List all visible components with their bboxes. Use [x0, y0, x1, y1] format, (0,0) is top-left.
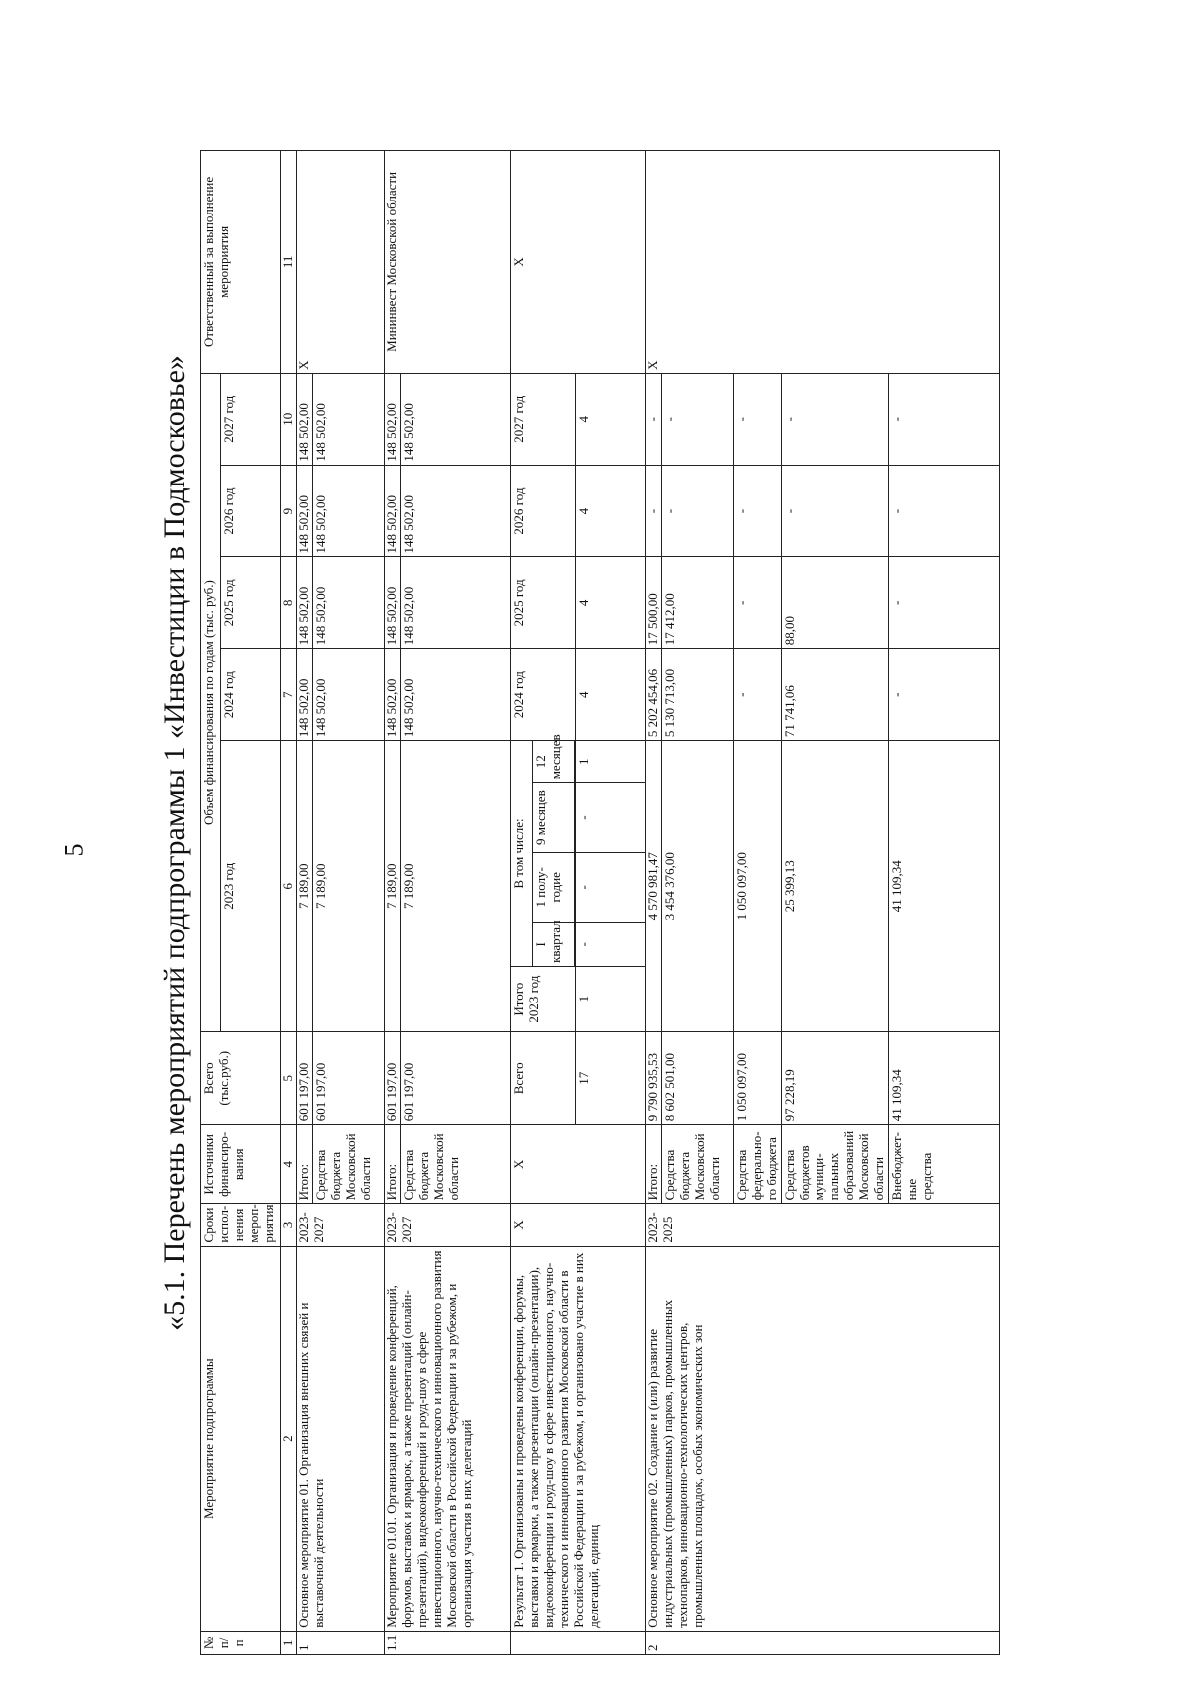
result-2025-label: 2025 год [510, 557, 575, 649]
row2-itogo-2024: 5 202 454,06 [645, 649, 661, 741]
row2-federal-2025: - [733, 557, 781, 649]
row1-itogo-2023: 7 189,00 [296, 741, 312, 1032]
row11-itogo-2025: 148 502,00 [384, 557, 400, 649]
result-incl-label: В том числе: [510, 741, 532, 967]
row11-itogo-label: Итого: [384, 1125, 400, 1204]
row11-itogo-2027: 148 502,00 [384, 373, 400, 465]
row1-num: 1 [296, 1631, 384, 1654]
row2-municipal-2027: - [781, 373, 889, 465]
result-2027-label: 2027 год [510, 373, 575, 465]
result-responsible: X [510, 151, 645, 374]
row1-itogo-2026: 148 502,00 [296, 465, 312, 557]
row11-itogo-2026: 148 502,00 [384, 465, 400, 557]
row2-offbudget-2025: - [889, 557, 1000, 649]
header-measure: Мероприятие подпрограммы [201, 1246, 281, 1631]
row2-municipal-2025: 88,00 [781, 557, 889, 649]
row2-municipal-total: 97 228,19 [781, 1032, 889, 1125]
result-itogo-label: Итого 2023 год [510, 966, 575, 1031]
row2-offbudget-2026: - [889, 465, 1000, 557]
row11-responsible: Мининвест Московской области [384, 151, 510, 374]
row2-measure: Основное мероприятие 02. Создание и (или) развитие индустриальных (промышленных) парков, промышленных технопарков, инновационно-технологических центров, промышленных площадок, особых экономических зон [645, 1246, 999, 1631]
row2-itogo-2023: 4 570 981,47 [645, 741, 661, 1032]
result-2026-label: 2026 год [510, 465, 575, 557]
row1-budget-2025: 148 502,00 [312, 557, 384, 649]
result-h1-label: 1 полу-годие [532, 852, 574, 922]
row2-offbudget-2023: 41 109,34 [889, 741, 1000, 1032]
col-number: 1 [281, 1631, 297, 1654]
result-total-label: Всего [510, 1032, 575, 1125]
row2-federal-2027: - [733, 373, 781, 465]
row2-budget-total: 8 602 501,00 [661, 1032, 733, 1125]
row2-responsible: X [645, 151, 999, 374]
header-2024: 2024 год [221, 649, 281, 741]
header-responsible: Ответственный за выполнение мероприятия [201, 151, 281, 374]
row2-num: 2 [645, 1631, 999, 1654]
col-number: 7 [281, 649, 297, 741]
measures-table-container [200, 150, 1000, 1655]
result-h1: - [575, 852, 645, 922]
row1-budget-total: 601 197,00 [312, 1032, 384, 1125]
header-total: Всего (тыс.руб.) [201, 1032, 281, 1125]
header-2023: 2023 год [221, 741, 281, 1032]
header-2027: 2027 год [221, 373, 281, 465]
header-sources: Источники финансиро-вания [201, 1125, 281, 1204]
row11-itogo-2024: 148 502,00 [384, 649, 400, 741]
row2-offbudget-label: Внебюджет-ные средства [889, 1125, 1000, 1204]
result-m12: 1 [575, 741, 645, 783]
row11-budget-2027: 148 502,00 [400, 373, 510, 465]
result-m12-label: 12 месяцев [532, 741, 574, 783]
row1-itogo-label: Итого: [296, 1125, 312, 1204]
row1-budget-2027: 148 502,00 [312, 373, 384, 465]
header-funding: Объем финансирования по годам (тыс. руб.) [201, 373, 221, 1032]
result-q1: - [575, 922, 645, 966]
row11-budget-2025: 148 502,00 [400, 557, 510, 649]
result-2027: 4 [575, 373, 645, 465]
result-2024: 4 [575, 649, 645, 741]
row2-budget-2027: - [661, 373, 733, 465]
col-number: 4 [281, 1125, 297, 1204]
row1-itogo-2027: 148 502,00 [296, 373, 312, 465]
col-number: 8 [281, 557, 297, 649]
row2-terms: 2023-2025 [645, 1204, 999, 1246]
row2-offbudget-2024: - [889, 649, 1000, 741]
page-number: 5 [59, 843, 89, 857]
row1-budget-2024: 148 502,00 [312, 649, 384, 741]
result-2024-label: 2024 год [510, 649, 575, 741]
header-num: № п/п [201, 1631, 281, 1654]
header-2025: 2025 год [221, 557, 281, 649]
row1-itogo-2024: 148 502,00 [296, 649, 312, 741]
col-number: 9 [281, 465, 297, 557]
row2-offbudget-total: 41 109,34 [889, 1032, 1000, 1125]
col-number: 6 [281, 741, 297, 1032]
result-m9-label: 9 месяцев [532, 783, 574, 853]
col-number: 11 [281, 151, 297, 374]
row1-budget-2026: 148 502,00 [312, 465, 384, 557]
row11-budget-2024: 148 502,00 [400, 649, 510, 741]
row11-budget-2026: 148 502,00 [400, 465, 510, 557]
row1-budget-2023: 7 189,00 [312, 741, 384, 1032]
row11-budget-2023: 7 189,00 [400, 741, 510, 1032]
col-number: 5 [281, 1032, 297, 1125]
col-number: 10 [281, 373, 297, 465]
row2-budget-2025: 17 412,00 [661, 557, 733, 649]
result-num [510, 1631, 645, 1654]
row2-budget-2023: 3 454 376,00 [661, 741, 733, 1032]
row2-municipal-2024: 71 741,06 [781, 649, 889, 741]
result-total: 17 [575, 1032, 645, 1125]
header-2026: 2026 год [221, 465, 281, 557]
row2-budget-label: Средства бюджета Московской области [661, 1125, 733, 1204]
row2-federal-label: Средства федерально-го бюджета [733, 1125, 781, 1204]
row1-itogo-2025: 148 502,00 [296, 557, 312, 649]
measures-table [200, 150, 1000, 1655]
row11-itogo-2023: 7 189,00 [384, 741, 400, 1032]
row2-budget-2024: 5 130 713,00 [661, 649, 733, 741]
result-2025: 4 [575, 557, 645, 649]
row2-itogo-label: Итого: [645, 1125, 661, 1204]
result-q1-label: I квартал [532, 922, 574, 966]
row2-itogo-2027: - [645, 373, 661, 465]
result-terms: X [510, 1204, 645, 1246]
result-itogo: 1 [575, 966, 645, 1031]
row2-itogo-total: 9 790 935,53 [645, 1032, 661, 1125]
row11-num: 1.1 [384, 1631, 510, 1654]
row2-municipal-2026: - [781, 465, 889, 557]
result-2026: 4 [575, 465, 645, 557]
row2-federal-total: 1 050 097,00 [733, 1032, 781, 1125]
row1-responsible: X [296, 151, 384, 374]
row2-offbudget-2027: - [889, 373, 1000, 465]
row11-budget-total: 601 197,00 [400, 1032, 510, 1125]
row11-itogo-total: 601 197,00 [384, 1032, 400, 1125]
row11-terms: 2023-2027 [384, 1204, 510, 1246]
row2-federal-2023: 1 050 097,00 [733, 741, 781, 1032]
row2-federal-2024: - [733, 649, 781, 741]
row2-municipal-label: Средства бюджетов муници-пальных образований Московской области [781, 1125, 889, 1204]
row1-terms: 2023-2027 [296, 1204, 384, 1246]
row1-measure: Основное мероприятие 01. Организация внешних связей и выставочной деятельности [296, 1246, 384, 1631]
row2-federal-2026: - [733, 465, 781, 557]
result-sources: X [510, 1125, 645, 1204]
result-m9: - [575, 783, 645, 853]
result-measure: Результат 1. Организованы и проведены конференции, форумы, выставки и ярмарки, а также презентации (онлайн-презентации), видеоконференции и роуд-шоу в сфере инвестиционного, научно-технического и инновационного развития Московской области в Российской Федерации и за рубежом, и организовано участие в них делегаций, единиц [510, 1246, 645, 1631]
col-number: 2 [281, 1246, 297, 1631]
row2-itogo-2025: 17 500,00 [645, 557, 661, 649]
row11-budget-label: Средства бюджета Московской области [400, 1125, 510, 1204]
row1-budget-label: Средства бюджета Московской области [312, 1125, 384, 1204]
header-terms: Сроки испол-нения мероп-риятия [201, 1204, 281, 1246]
row2-itogo-2026: - [645, 465, 661, 557]
row11-measure: Мероприятие 01.01. Организация и проведение конференций, форумов, выставок и ярмарок, а также презентаций (онлайн-презентаций), видеоконференций и роуд-шоу в сфере инвестиционного, научно-технического и инновационного развития Московской области в Российской Федерации и за рубежом, и организация участия в них делегаций [384, 1246, 510, 1631]
page-title: «5.1. Перечень мероприятий подпрограммы 1 «Инвестиции в Подмосковье» [158, 355, 191, 1331]
row1-itogo-total: 601 197,00 [296, 1032, 312, 1125]
col-number: 3 [281, 1204, 297, 1246]
row2-municipal-2023: 25 399,13 [781, 741, 889, 1032]
row2-budget-2026: - [661, 465, 733, 557]
